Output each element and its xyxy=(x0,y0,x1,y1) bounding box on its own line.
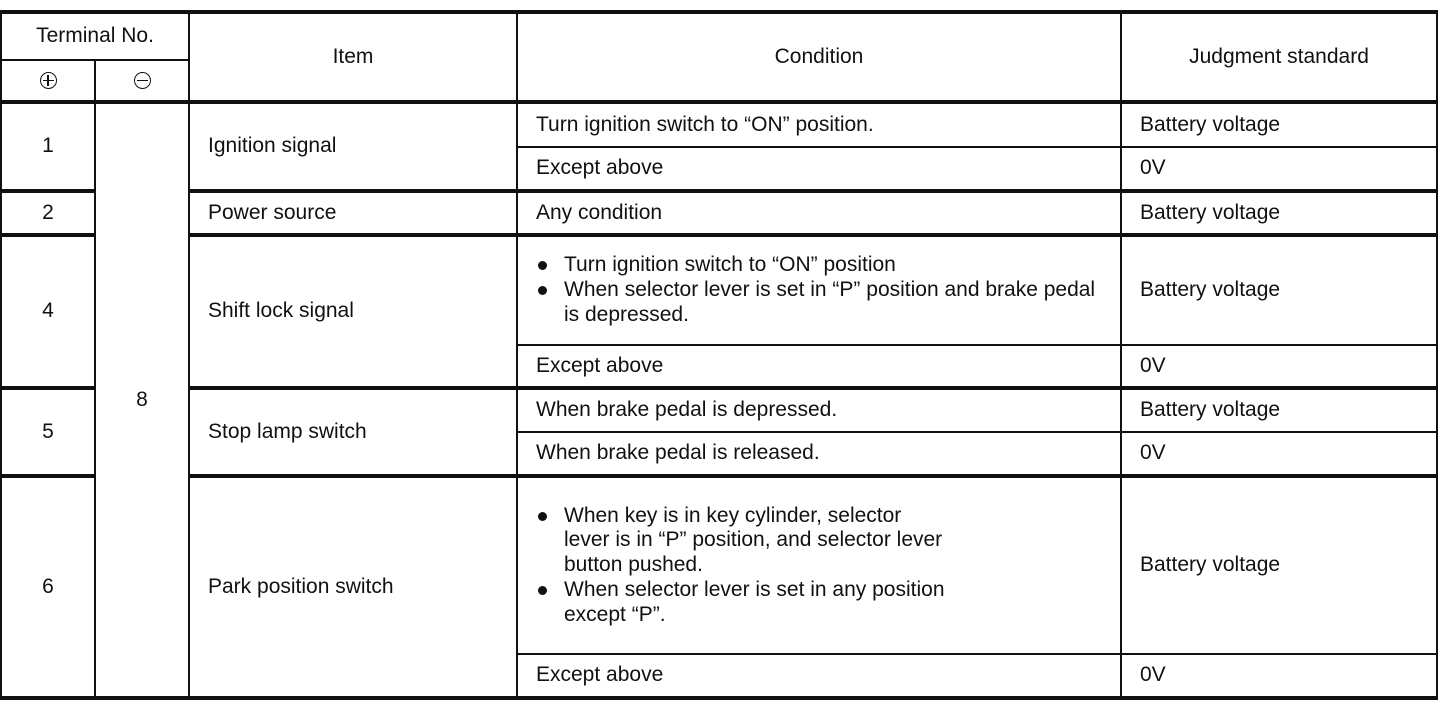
condition-header: Condition xyxy=(517,12,1121,102)
terminal-number-cell: 1 xyxy=(1,102,95,191)
judgment-cell: Battery voltage xyxy=(1121,388,1437,432)
condition-cell: When brake pedal is released. xyxy=(517,432,1121,476)
judgment-cell: Battery voltage xyxy=(1121,235,1437,345)
item-header: Item xyxy=(189,12,517,102)
terminal-no-header: Terminal No. xyxy=(1,12,189,60)
terminal-number-cell: 6 xyxy=(1,476,95,698)
judgment-cell: 0V xyxy=(1121,432,1437,476)
judgment-cell: 0V xyxy=(1121,345,1437,388)
judgment-standard-header: Judgment standard xyxy=(1121,12,1437,102)
condition-bullet: When selector lever is set in any position except “P”. xyxy=(536,578,952,628)
terminal-spec-table xyxy=(0,10,1438,700)
table-row xyxy=(1,235,1437,345)
condition-cell: Turn ignition switch to “ON” position. xyxy=(517,102,1121,147)
judgment-cell: 0V xyxy=(1121,147,1437,191)
minus-circle-icon xyxy=(134,72,151,89)
table-row xyxy=(1,388,1437,432)
judgment-cell: 0V xyxy=(1121,654,1437,698)
terminal-number-cell: 5 xyxy=(1,388,95,476)
table-row xyxy=(1,476,1437,654)
item-cell: Power source xyxy=(189,191,517,235)
condition-cell: Any condition xyxy=(517,191,1121,235)
condition-bullet: When key is in key cylinder, selector lever is in “P” position, and selector lever button pushed. xyxy=(536,504,952,578)
item-cell: Stop lamp switch xyxy=(189,388,517,476)
table-row xyxy=(1,102,1437,147)
condition-bullet: When selector lever is set in “P” position and brake pedal is depressed. xyxy=(536,278,1102,328)
negative-terminal-header xyxy=(95,60,189,102)
condition-cell xyxy=(517,235,1121,345)
plus-circle-icon xyxy=(40,72,57,89)
condition-cell: Except above xyxy=(517,654,1121,698)
terminal-number-cell: 4 xyxy=(1,235,95,388)
header-row-top xyxy=(1,12,1437,60)
table-row xyxy=(1,191,1437,235)
condition-cell: Except above xyxy=(517,147,1121,191)
judgment-cell: Battery voltage xyxy=(1121,102,1437,147)
condition-bullet: Turn ignition switch to “ON” position xyxy=(536,253,1102,278)
condition-bullet-list xyxy=(536,504,1102,628)
condition-cell: Except above xyxy=(517,345,1121,388)
judgment-cell: Battery voltage xyxy=(1121,191,1437,235)
item-cell: Shift lock signal xyxy=(189,235,517,388)
condition-cell xyxy=(517,476,1121,654)
terminal-number-cell: 2 xyxy=(1,191,95,235)
judgment-cell: Battery voltage xyxy=(1121,476,1437,654)
condition-bullet-list xyxy=(536,253,1102,327)
condition-cell: When brake pedal is depressed. xyxy=(517,388,1121,432)
positive-terminal-header xyxy=(1,60,95,102)
item-cell: Park position switch xyxy=(189,476,517,698)
item-cell: Ignition signal xyxy=(189,102,517,191)
ground-terminal-cell: 8 xyxy=(95,102,189,698)
